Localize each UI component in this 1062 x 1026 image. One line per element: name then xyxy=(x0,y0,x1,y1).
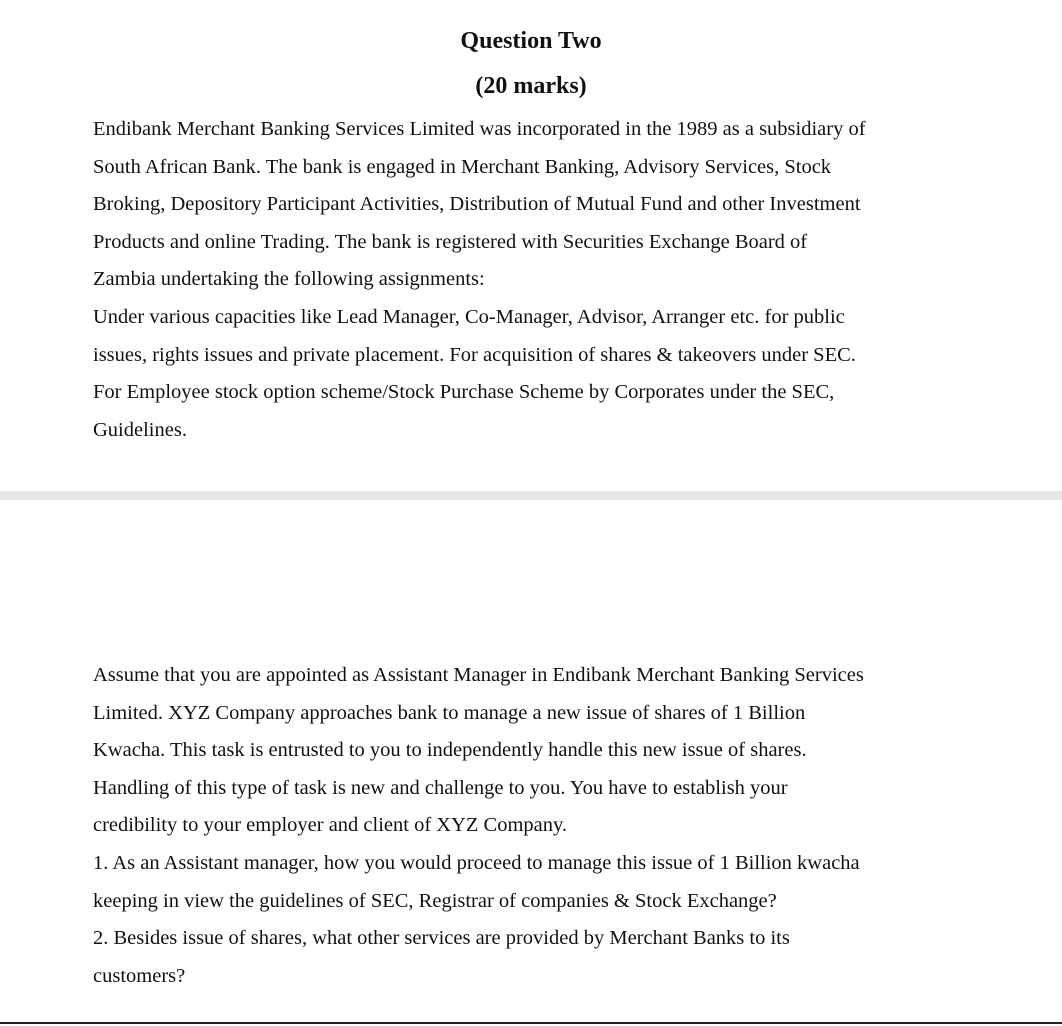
page-separator xyxy=(0,491,1062,500)
intro-line: Products and online Trading. The bank is registered with Securities Exchange Board of xyxy=(93,230,808,253)
task-line: Limited. XYZ Company approaches bank to manage a new issue of shares of 1 Billion xyxy=(93,701,806,724)
intro-paragraph xyxy=(93,111,993,449)
intro-line: Zambia undertaking the following assignments: xyxy=(93,268,485,291)
intro-line: For Employee stock option scheme/Stock Purchase Scheme by Corporates under the SEC, xyxy=(93,381,835,404)
question-title: Question Two xyxy=(460,28,602,54)
task-line: Assume that you are appointed as Assistant Manager in Endibank Merchant Banking Services xyxy=(93,664,864,686)
intro-line: Endibank Merchant Banking Services Limited was incorporated in the 1989 as a subsidiary of xyxy=(93,118,866,140)
question-1-line: keeping in view the guidelines of SEC, Registrar of companies & Stock Exchange? xyxy=(93,889,777,912)
intro-line: South African Bank. The bank is engaged in Merchant Banking, Advisory Services, Stock xyxy=(93,155,832,178)
question-marks: (20 marks) xyxy=(475,73,587,99)
task-line: credibility to your employer and client of XYZ Company. xyxy=(93,814,568,837)
task-paragraph xyxy=(93,657,993,995)
task-line: Kwacha. This task is entrusted to you to independently handle this new issue of shares. xyxy=(93,739,807,762)
question-1-line: 1. As an Assistant manager, how you would proceed to manage this issue of 1 Billion kwacha xyxy=(93,851,860,874)
intro-line: issues, rights issues and private placement. For acquisition of shares & takeovers under SEC. xyxy=(93,343,856,366)
task-line: Handling of this type of task is new and challenge to you. You have to establish your xyxy=(93,776,788,799)
bottom-rule xyxy=(0,1022,1062,1024)
question-2-line: 2. Besides issue of shares, what other services are provided by Merchant Banks to its xyxy=(93,927,790,950)
intro-line: Broking, Depository Participant Activities, Distribution of Mutual Fund and other Investment xyxy=(93,193,861,216)
intro-line: Under various capacities like Lead Manager, Co-Manager, Advisor, Arranger etc. for public xyxy=(93,305,845,328)
question-2-line: customers? xyxy=(93,964,186,987)
intro-line: Guidelines. xyxy=(93,418,187,441)
